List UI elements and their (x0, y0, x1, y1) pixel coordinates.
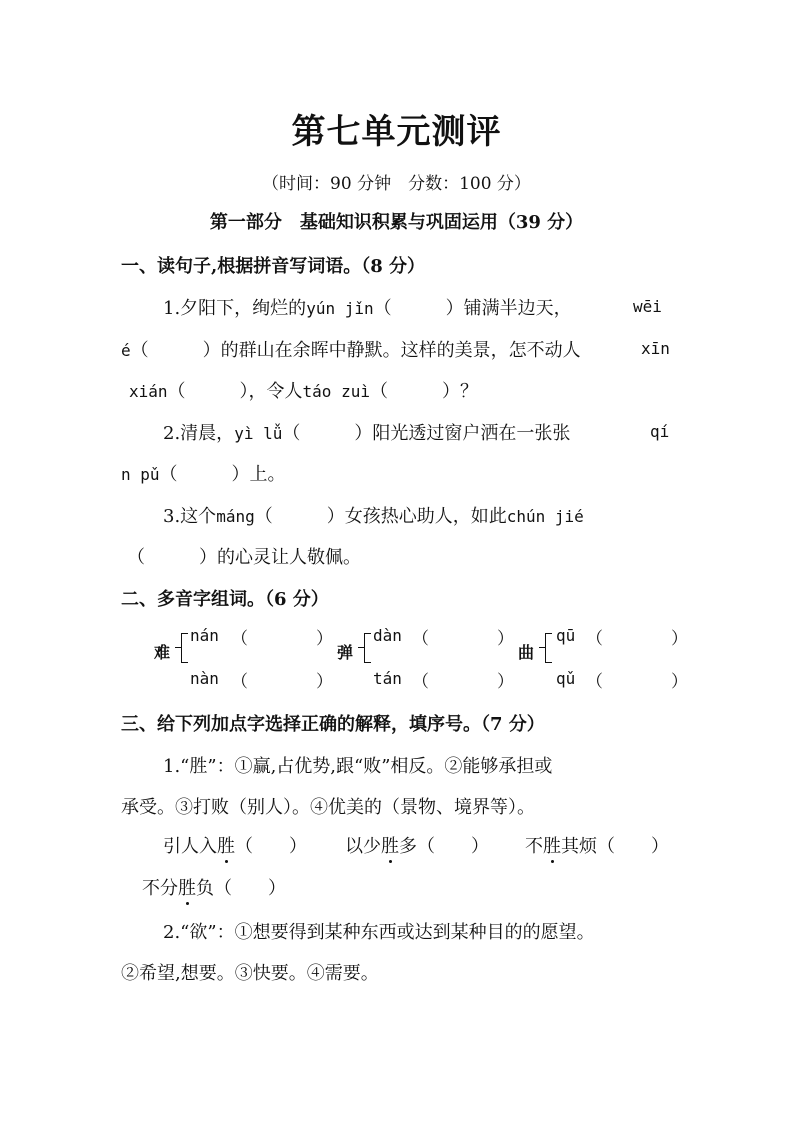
reading: nàn (190, 669, 219, 688)
polyphone-char: 弹 (337, 643, 354, 662)
blank-text[interactable]: （ ），令人 (167, 381, 303, 402)
answer-blank[interactable]: （ ） (412, 629, 514, 649)
brace-icon (545, 633, 554, 663)
s3-q1-def-line2: 承受。③打败（别人）。④优美的（景物、境界等）。 (121, 797, 535, 818)
s3-item-2 (345, 832, 489, 858)
text: 不 (525, 836, 543, 857)
dotted-char: 胜 (381, 832, 399, 858)
reading: dàn (373, 626, 402, 645)
s3-q1-def-line1: 1.“胜”：①赢,占优势,跟“败”相反。②能够承担或 (163, 756, 553, 777)
dotted-char: 胜 (217, 832, 235, 858)
reading: qǔ (556, 669, 576, 688)
blank-text[interactable]: （ ）的群山在余晖中静默。这样的美景，怎不动人 (130, 340, 581, 361)
pinyin: yún jǐn (306, 299, 374, 318)
pinyin: yì lǚ (234, 424, 283, 443)
pinyin: wēi (633, 297, 662, 316)
text: 引人入 (163, 836, 217, 857)
s1-q1-line1 (163, 294, 572, 320)
polyphone-char: 曲 (518, 643, 535, 662)
section-2-heading: 二、多音字组词。（6 分） (121, 589, 329, 610)
s1-q2-line2 (121, 460, 286, 486)
part-heading: 第一部分 基础知识积累与巩固运用（39 分） (209, 212, 584, 233)
pinyin: xīn (641, 339, 670, 358)
dotted-char: 胜 (178, 874, 196, 900)
answer-blank[interactable]: （ ） (231, 629, 333, 649)
s3-item-3 (525, 832, 669, 858)
reading: nán (190, 626, 219, 645)
s3-item-4 (142, 874, 286, 900)
s3-item-1 (163, 832, 307, 858)
pinyin: xián (129, 382, 168, 401)
brace-icon (364, 633, 373, 663)
polyphone-char: 难 (154, 643, 171, 662)
section-1-heading: 一、读句子,根据拼音写词语。（8 分） (121, 256, 426, 277)
pinyin: é (121, 341, 131, 360)
test-info: （时间：90 分钟 分数：100 分） (262, 174, 531, 194)
blank-text[interactable]: （ ）？ (369, 381, 478, 402)
pinyin: máng (216, 507, 255, 526)
page-title: 第七单元测评 (291, 112, 502, 152)
brace-icon (181, 633, 190, 663)
text: 不分 (142, 878, 178, 899)
blank-text[interactable]: （ ）阳光透过窗户洒在一张张 (282, 423, 571, 444)
answer-blank[interactable]: 负（ ） (196, 878, 286, 899)
text: 以少 (345, 836, 381, 857)
s1-q1-line2 (121, 336, 581, 362)
dotted-char: 胜 (543, 832, 561, 858)
reading: qū (556, 626, 576, 645)
blank-text[interactable]: （ ）铺满半边天， (373, 298, 572, 319)
text: 1.夕阳下，绚烂的 (163, 298, 307, 319)
answer-blank[interactable]: 多（ ） (399, 836, 489, 857)
pinyin: chún jié (506, 507, 584, 526)
section-3-heading: 三、给下列加点字选择正确的解释，填序号。（7 分） (121, 714, 545, 735)
blank-text[interactable]: （ ）上。 (159, 464, 286, 485)
pinyin: táo zuì (302, 382, 370, 401)
pinyin: n pǔ (121, 465, 160, 484)
answer-blank[interactable]: 其烦（ ） (561, 836, 669, 857)
answer-blank[interactable]: （ ） (231, 672, 333, 692)
s1-q2-line1 (163, 419, 570, 445)
answer-blank[interactable]: （ ） (586, 629, 688, 649)
text: 2.清晨， (163, 423, 235, 444)
reading: tán (373, 669, 402, 688)
pinyin: qí (650, 422, 670, 441)
s1-q1-line3 (129, 377, 478, 403)
s1-q3-line1 (163, 502, 584, 528)
text: 3.这个 (163, 506, 217, 527)
answer-blank[interactable]: （ ） (235, 836, 307, 857)
answer-blank[interactable]: （ ） (412, 672, 514, 692)
s1-q3-line2[interactable]: （ ）的心灵让人敬佩。 (127, 547, 361, 568)
s3-q2-def-line2: ②希望,想要。③快要。④需要。 (121, 963, 379, 984)
blank-text[interactable]: （ ）女孩热心助人，如此 (254, 506, 507, 527)
answer-blank[interactable]: （ ） (586, 672, 688, 692)
s3-q2-def-line1: 2.“欲”：①想要得到某种东西或达到某种目的的愿望。 (163, 922, 595, 943)
